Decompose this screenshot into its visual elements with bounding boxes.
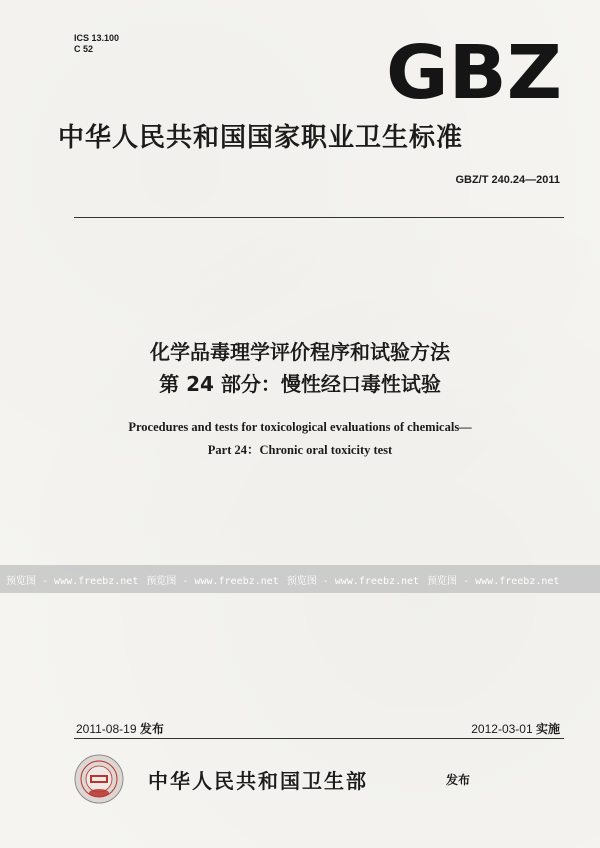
chinese-title-line1: 化学品毒理学评价程序和试验方法 (150, 340, 450, 364)
publisher-name: 中华人民共和国卫生部 (148, 769, 368, 793)
issue-date (76, 720, 164, 737)
footer-divider (74, 738, 564, 739)
issue-date-value: 2011-08-19 (76, 722, 137, 736)
implementation-date-label: 实施 (535, 722, 560, 736)
anti-counterfeit-seal-icon (74, 754, 124, 804)
standard-code: GBZ/T 240.24—2011 (455, 174, 560, 186)
preview-watermark-bar (0, 565, 600, 593)
standard-category-title: 中华人民共和国国家职业卫生标准 (58, 123, 464, 153)
implementation-date (471, 720, 560, 737)
header-divider (74, 217, 564, 218)
classification-codes (74, 33, 119, 55)
gbz-logo (384, 38, 564, 102)
english-title-line2: Part 24：Chronic oral toxicity test (207, 443, 393, 457)
implementation-date-value: 2012-03-01 (471, 722, 533, 736)
chinese-title-line2: 第 24 部分：慢性经口毒性试验 (159, 372, 441, 396)
gbz-logo-text: GBZ (386, 38, 562, 102)
watermark-item: 预览图 - www.freebz.net (6, 575, 139, 587)
watermark-item: 预览图 - www.freebz.net (427, 575, 560, 587)
ccs-code: C 52 (74, 44, 94, 54)
english-title-line1: Procedures and tests for toxicological evaluations of chemicals— (128, 420, 472, 434)
issue-date-label: 发布 (139, 722, 164, 736)
ics-code: ICS 13.100 (74, 33, 120, 43)
watermark-item: 预览图 - www.freebz.net (146, 575, 279, 587)
watermark-item: 预览图 - www.freebz.net (286, 575, 420, 587)
publisher-suffix: 发布 (446, 773, 471, 787)
